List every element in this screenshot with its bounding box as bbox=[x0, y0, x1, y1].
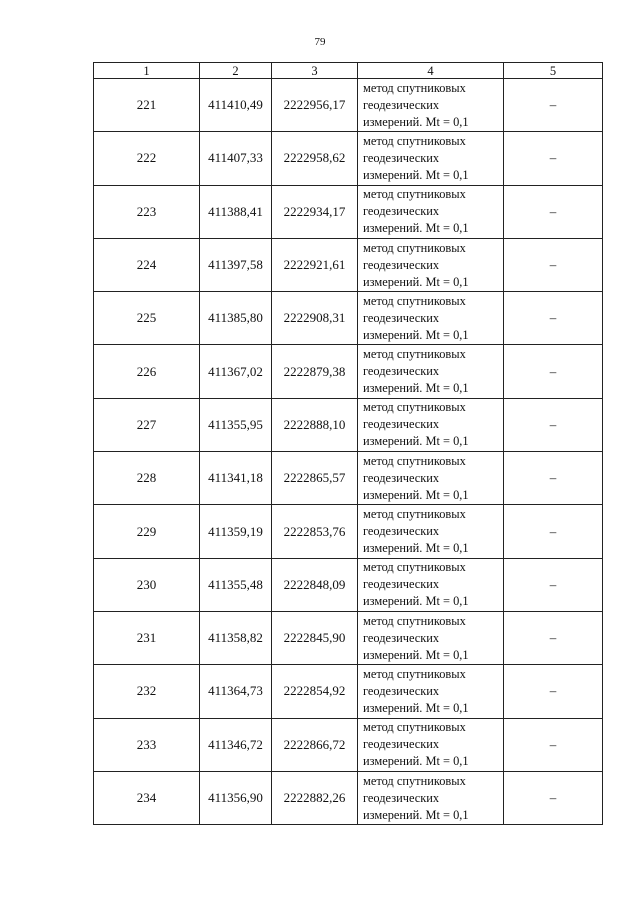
method-line: геодезических bbox=[363, 364, 440, 379]
method-line: геодезических bbox=[363, 417, 440, 432]
table-row bbox=[94, 345, 603, 398]
x-coordinate-cell: 411367,02 bbox=[200, 345, 272, 398]
method-line: измерений. Mt = 0,1 bbox=[363, 594, 469, 609]
method-line: метод спутниковых bbox=[363, 773, 466, 788]
column-header-1: 1 bbox=[94, 63, 200, 79]
method-line: геодезических bbox=[363, 150, 440, 165]
x-coordinate-cell: 411346,72 bbox=[200, 718, 272, 771]
table-row bbox=[94, 718, 603, 771]
y-coordinate-cell: 2222845,90 bbox=[272, 611, 358, 664]
method-line: геодезических bbox=[363, 470, 440, 485]
column-header-5: 5 bbox=[504, 63, 603, 79]
method-line: метод спутниковых bbox=[363, 187, 466, 202]
point-number-cell: 229 bbox=[94, 505, 200, 558]
point-number-cell: 228 bbox=[94, 452, 200, 505]
method-line: метод спутниковых bbox=[363, 293, 466, 308]
method-line: геодезических bbox=[363, 524, 440, 539]
method-cell bbox=[358, 505, 504, 558]
method-line: измерений. Mt = 0,1 bbox=[363, 381, 469, 396]
column-5-cell: – bbox=[504, 665, 603, 718]
y-coordinate-cell: 2222921,61 bbox=[272, 238, 358, 291]
method-line: измерений. Mt = 0,1 bbox=[363, 754, 469, 769]
method-line: геодезических bbox=[363, 204, 440, 219]
x-coordinate-cell: 411364,73 bbox=[200, 665, 272, 718]
point-number-cell: 225 bbox=[94, 292, 200, 345]
method-line: метод спутниковых bbox=[363, 347, 466, 362]
y-coordinate-cell: 2222958,62 bbox=[272, 132, 358, 185]
method-line: измерений. Mt = 0,1 bbox=[363, 647, 469, 662]
x-coordinate-cell: 411341,18 bbox=[200, 452, 272, 505]
column-5-cell: – bbox=[504, 292, 603, 345]
column-5-cell: – bbox=[504, 452, 603, 505]
x-coordinate-cell: 411397,58 bbox=[200, 238, 272, 291]
x-coordinate-cell: 411359,19 bbox=[200, 505, 272, 558]
point-number-cell: 226 bbox=[94, 345, 200, 398]
method-cell bbox=[358, 292, 504, 345]
method-line: геодезических bbox=[363, 737, 440, 752]
table-row bbox=[94, 238, 603, 291]
column-5-cell: – bbox=[504, 718, 603, 771]
point-number-cell: 223 bbox=[94, 185, 200, 238]
column-header-3: 3 bbox=[272, 63, 358, 79]
column-5-cell: – bbox=[504, 611, 603, 664]
table-row bbox=[94, 505, 603, 558]
method-line: измерений. Mt = 0,1 bbox=[363, 487, 469, 502]
point-number-cell: 224 bbox=[94, 238, 200, 291]
y-coordinate-cell: 2222888,10 bbox=[272, 398, 358, 451]
method-cell bbox=[358, 718, 504, 771]
column-5-cell: – bbox=[504, 505, 603, 558]
method-line: измерений. Mt = 0,1 bbox=[363, 114, 469, 129]
column-5-cell: – bbox=[504, 238, 603, 291]
method-cell bbox=[358, 611, 504, 664]
column-5-cell: – bbox=[504, 771, 603, 824]
column-5-cell: – bbox=[504, 398, 603, 451]
method-cell bbox=[358, 452, 504, 505]
method-line: метод спутниковых bbox=[363, 80, 466, 95]
table-body bbox=[94, 79, 603, 825]
x-coordinate-cell: 411407,33 bbox=[200, 132, 272, 185]
table-row bbox=[94, 665, 603, 718]
method-cell bbox=[358, 79, 504, 132]
y-coordinate-cell: 2222879,38 bbox=[272, 345, 358, 398]
method-cell bbox=[358, 185, 504, 238]
y-coordinate-cell: 2222956,17 bbox=[272, 79, 358, 132]
method-line: геодезических bbox=[363, 630, 440, 645]
table-row bbox=[94, 771, 603, 824]
table-row bbox=[94, 452, 603, 505]
y-coordinate-cell: 2222865,57 bbox=[272, 452, 358, 505]
method-line: геодезических bbox=[363, 310, 440, 325]
x-coordinate-cell: 411385,80 bbox=[200, 292, 272, 345]
method-line: метод спутниковых bbox=[363, 613, 466, 628]
point-number-cell: 221 bbox=[94, 79, 200, 132]
method-line: измерений. Mt = 0,1 bbox=[363, 541, 469, 556]
method-line: измерений. Mt = 0,1 bbox=[363, 274, 469, 289]
method-line: измерений. Mt = 0,1 bbox=[363, 807, 469, 822]
method-line: измерений. Mt = 0,1 bbox=[363, 221, 469, 236]
x-coordinate-cell: 411355,48 bbox=[200, 558, 272, 611]
y-coordinate-cell: 2222854,92 bbox=[272, 665, 358, 718]
method-line: метод спутниковых bbox=[363, 560, 466, 575]
method-line: метод спутниковых bbox=[363, 666, 466, 681]
point-number-cell: 234 bbox=[94, 771, 200, 824]
column-header-4: 4 bbox=[358, 63, 504, 79]
method-line: геодезических bbox=[363, 683, 440, 698]
point-number-cell: 227 bbox=[94, 398, 200, 451]
x-coordinate-cell: 411358,82 bbox=[200, 611, 272, 664]
method-line: измерений. Mt = 0,1 bbox=[363, 327, 469, 342]
page-number: 79 bbox=[314, 36, 326, 48]
method-line: геодезических bbox=[363, 577, 440, 592]
method-line: геодезических bbox=[363, 257, 440, 272]
column-5-cell: – bbox=[504, 558, 603, 611]
x-coordinate-cell: 411388,41 bbox=[200, 185, 272, 238]
y-coordinate-cell: 2222848,09 bbox=[272, 558, 358, 611]
column-5-cell: – bbox=[504, 345, 603, 398]
method-cell bbox=[358, 132, 504, 185]
column-5-cell: – bbox=[504, 132, 603, 185]
coordinates-table bbox=[93, 62, 603, 825]
method-line: метод спутниковых bbox=[363, 720, 466, 735]
table-row bbox=[94, 292, 603, 345]
point-number-cell: 222 bbox=[94, 132, 200, 185]
table-row bbox=[94, 611, 603, 664]
table-row bbox=[94, 132, 603, 185]
method-cell bbox=[358, 398, 504, 451]
method-cell bbox=[358, 558, 504, 611]
table-row bbox=[94, 558, 603, 611]
x-coordinate-cell: 411356,90 bbox=[200, 771, 272, 824]
y-coordinate-cell: 2222882,26 bbox=[272, 771, 358, 824]
point-number-cell: 233 bbox=[94, 718, 200, 771]
method-cell bbox=[358, 238, 504, 291]
point-number-cell: 231 bbox=[94, 611, 200, 664]
method-line: метод спутниковых bbox=[363, 507, 466, 522]
table-row bbox=[94, 398, 603, 451]
method-line: геодезических bbox=[363, 97, 440, 112]
method-cell bbox=[358, 771, 504, 824]
method-line: геодезических bbox=[363, 790, 440, 805]
method-cell bbox=[358, 665, 504, 718]
method-line: метод спутниковых bbox=[363, 453, 466, 468]
y-coordinate-cell: 2222866,72 bbox=[272, 718, 358, 771]
table-header-row bbox=[94, 63, 603, 79]
table-row bbox=[94, 185, 603, 238]
y-coordinate-cell: 2222934,17 bbox=[272, 185, 358, 238]
column-5-cell: – bbox=[504, 185, 603, 238]
y-coordinate-cell: 2222908,31 bbox=[272, 292, 358, 345]
column-5-cell: – bbox=[504, 79, 603, 132]
x-coordinate-cell: 411410,49 bbox=[200, 79, 272, 132]
point-number-cell: 230 bbox=[94, 558, 200, 611]
y-coordinate-cell: 2222853,76 bbox=[272, 505, 358, 558]
method-line: измерений. Mt = 0,1 bbox=[363, 434, 469, 449]
table-row bbox=[94, 79, 603, 132]
method-line: метод спутниковых bbox=[363, 240, 466, 255]
method-line: измерений. Mt = 0,1 bbox=[363, 700, 469, 715]
method-cell bbox=[358, 345, 504, 398]
column-header-2: 2 bbox=[200, 63, 272, 79]
x-coordinate-cell: 411355,95 bbox=[200, 398, 272, 451]
method-line: метод спутниковых bbox=[363, 133, 466, 148]
method-line: метод спутниковых bbox=[363, 400, 466, 415]
point-number-cell: 232 bbox=[94, 665, 200, 718]
method-line: измерений. Mt = 0,1 bbox=[363, 167, 469, 182]
